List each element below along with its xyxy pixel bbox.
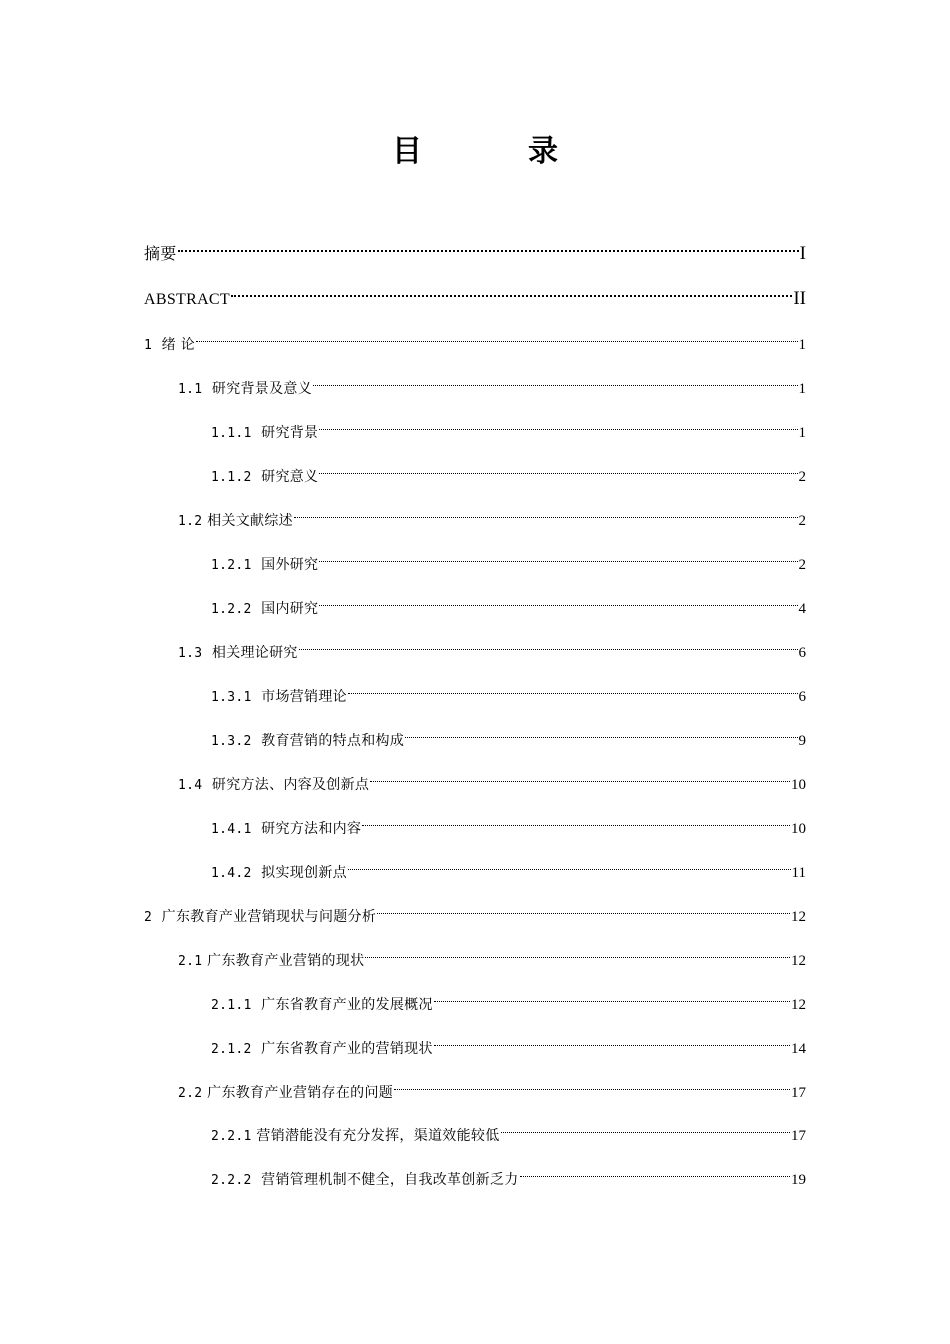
- toc-entry-1-3[interactable]: [178, 631, 806, 661]
- dot-leader: [299, 631, 798, 657]
- toc-entry-page: 11: [791, 865, 806, 881]
- toc-entry-number: 1.3: [178, 646, 203, 661]
- toc-entry-1-2-2[interactable]: [211, 587, 806, 617]
- toc-entry-number: 1.1.2: [211, 470, 252, 485]
- toc-entry-page: 17: [791, 1128, 806, 1144]
- toc-entry-number: 2.2.1: [211, 1129, 252, 1144]
- toc-entry-title: 广东省教育产业的营销现状: [261, 1041, 433, 1057]
- toc-entry-1-4-2[interactable]: [211, 851, 806, 881]
- toc-entry-number: 1.1.1: [211, 426, 252, 441]
- toc-entry-page: 2: [798, 557, 806, 573]
- toc-entry-title: ABSTRACT: [144, 291, 230, 308]
- toc-entry-1-2-1[interactable]: [211, 543, 806, 573]
- toc-entry-1-4[interactable]: [178, 763, 806, 793]
- dot-leader: [520, 1158, 790, 1184]
- toc-entry-page: 2: [798, 513, 806, 529]
- toc-entry-title: 研究背景及意义: [211, 381, 313, 397]
- toc-entry-page: 12: [791, 953, 806, 969]
- dot-leader: [365, 939, 790, 965]
- dot-leader: [501, 1114, 790, 1140]
- toc-entry-page: 12: [791, 909, 806, 925]
- dot-leader: [348, 675, 798, 701]
- dot-leader: [348, 851, 791, 877]
- dot-leader: [178, 233, 799, 259]
- toc-entry-2-2-2[interactable]: [211, 1158, 806, 1188]
- toc-entry-2-1-2[interactable]: [211, 1027, 806, 1057]
- toc-entry-number: 1.3.1: [211, 690, 252, 705]
- toc-entry-number: 2.1: [178, 954, 203, 969]
- toc-entry-title: 相关理论研究: [211, 645, 298, 661]
- toc-entry-abstract-en[interactable]: [144, 278, 806, 308]
- toc-entry-1-1-1[interactable]: [211, 411, 806, 441]
- toc-entry-number: 1.4.2: [211, 866, 252, 881]
- toc-entry-page: II: [793, 288, 806, 309]
- toc-entry-page: 9: [798, 733, 806, 749]
- toc-entry-number: 1.2.1: [211, 558, 252, 573]
- toc-entry-number: 1: [144, 338, 153, 353]
- toc-entry-1-1-2[interactable]: [211, 455, 806, 485]
- dot-leader: [434, 1027, 790, 1053]
- toc-entry-chapter-2[interactable]: [144, 895, 806, 925]
- toc-entry-number: 2.2: [178, 1086, 203, 1101]
- toc-entry-2-2-1[interactable]: [211, 1114, 806, 1144]
- dot-leader: [294, 499, 798, 525]
- toc-entry-1-1[interactable]: [178, 367, 806, 397]
- toc-entry-number: 1.2: [178, 514, 203, 529]
- toc-entry-abstract-cn[interactable]: [144, 233, 806, 263]
- dot-leader: [370, 763, 790, 789]
- toc-entry-page: I: [799, 243, 806, 264]
- toc-entry-title: 绪 论: [161, 337, 196, 353]
- toc-entry-title: 国内研究: [261, 601, 319, 617]
- toc-entry-title: 研究方法和内容: [261, 821, 362, 837]
- toc-entry-title: 研究背景: [261, 425, 319, 441]
- dot-leader: [319, 411, 797, 437]
- toc-entry-page: 17: [791, 1085, 806, 1101]
- toc-entry-title: 研究方法、内容及创新点: [211, 777, 370, 793]
- dot-leader: [434, 983, 790, 1009]
- toc-entry-number: 1.4.1: [211, 822, 252, 837]
- toc-entry-number: 2.1.2: [211, 1042, 252, 1057]
- page-title: 目 录: [392, 134, 596, 169]
- toc-entry-page: 1: [798, 337, 806, 353]
- dot-leader: [362, 807, 790, 833]
- dot-leader: [377, 895, 790, 921]
- dot-leader: [394, 1071, 790, 1097]
- toc-entry-page: 2: [798, 469, 806, 485]
- toc-entry-title: 市场营销理论: [261, 689, 347, 705]
- toc-entry-number: 1.2.2: [211, 602, 252, 617]
- toc-entry-title: 广东省教育产业的发展概况: [261, 997, 433, 1013]
- toc-entry-title: 教育营销的特点和构成: [261, 733, 405, 749]
- toc-entry-title: 研究意义: [261, 469, 319, 485]
- toc-entry-number: 1.3.2: [211, 734, 252, 749]
- toc-entry-page: 4: [798, 601, 806, 617]
- dot-leader: [313, 367, 797, 393]
- toc-entry-title: 摘要: [144, 246, 177, 263]
- toc-entry-title: 国外研究: [261, 557, 319, 573]
- toc-entry-1-4-1[interactable]: [211, 807, 806, 837]
- toc-entry-1-3-1[interactable]: [211, 675, 806, 705]
- toc-entry-title: 拟实现创新点: [261, 865, 347, 881]
- dot-leader: [319, 455, 797, 481]
- toc-entry-page: 10: [791, 821, 806, 837]
- toc-entry-title: 广东教育产业营销存在的问题: [207, 1085, 394, 1101]
- toc-entry-page: 6: [798, 645, 806, 661]
- toc-entry-title: 广东教育产业营销现状与问题分析: [161, 909, 377, 925]
- toc-entry-page: 1: [798, 425, 806, 441]
- toc-entry-number: 2.1.1: [211, 998, 252, 1013]
- toc-entry-page: 12: [791, 997, 806, 1013]
- toc-entry-page: 19: [791, 1172, 806, 1188]
- toc-entry-title: 营销管理机制不健全，自我改革创新乏力: [261, 1172, 519, 1188]
- toc-entry-title: 相关文献综述: [207, 513, 293, 529]
- toc-entry-title: 营销潜能没有充分发挥，渠道效能较低: [256, 1128, 500, 1144]
- dot-leader: [231, 278, 792, 304]
- toc-entry-page: 6: [798, 689, 806, 705]
- toc-entry-page: 1: [798, 381, 806, 397]
- toc-entry-number: 1.1: [178, 382, 203, 397]
- dot-leader: [196, 323, 797, 349]
- toc-entry-page: 10: [791, 777, 806, 793]
- dot-leader: [405, 719, 797, 745]
- toc-entry-2-1[interactable]: [178, 939, 806, 969]
- toc-entry-number: 2: [144, 910, 153, 925]
- dot-leader: [319, 543, 797, 569]
- toc-entry-page: 14: [791, 1041, 806, 1057]
- toc-entry-1-3-2[interactable]: [211, 719, 806, 749]
- toc-entry-2-2[interactable]: [178, 1071, 806, 1101]
- toc-entry-2-1-1[interactable]: [211, 983, 806, 1013]
- dot-leader: [319, 587, 797, 613]
- toc-entry-number: 1.4: [178, 778, 203, 793]
- toc-entry-chapter-1[interactable]: [144, 323, 806, 353]
- toc-entry-title: 广东教育产业营销的现状: [207, 953, 365, 969]
- toc-entry-1-2[interactable]: [178, 499, 806, 529]
- toc-entry-number: 2.2.2: [211, 1173, 252, 1188]
